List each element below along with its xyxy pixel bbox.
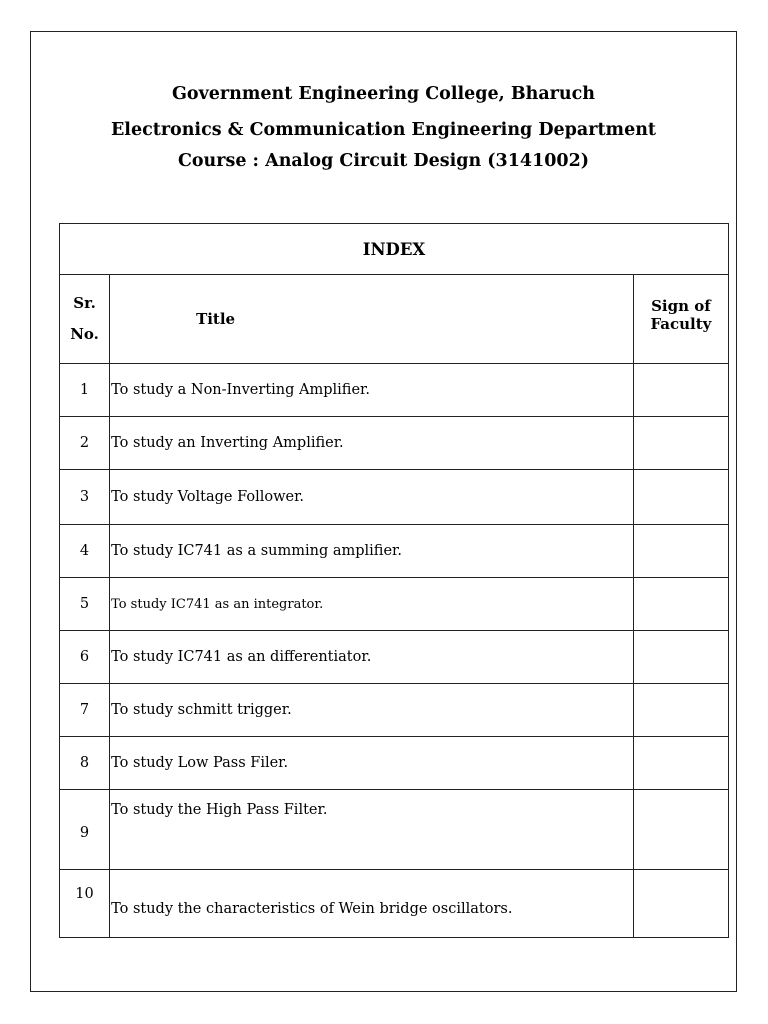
table-row [60,790,729,870]
sr-header-line1: Sr. [73,294,96,312]
sr-cell: 10 [60,870,110,938]
index-caption: INDEX [60,224,729,275]
sr-cell: 1 [60,364,110,417]
sr-cell: 5 [60,578,110,631]
title-cell: To study Low Pass Filer. [110,737,634,790]
sign-cell [633,737,728,790]
sr-no-header [60,275,110,364]
table-row [60,870,729,938]
sign-cell [633,417,728,470]
table-row [60,364,729,417]
title-cell: To study the High Pass Filter. [110,790,634,870]
table-row [60,631,729,684]
sign-header [633,275,728,364]
sr-cell: 7 [60,684,110,737]
sign-cell [633,578,728,631]
table-row [60,684,729,737]
sr-cell: 2 [60,417,110,470]
table-row [60,737,729,790]
title-cell: To study a Non-Inverting Amplifier. [110,364,634,417]
sign-cell [633,525,728,578]
sign-cell [633,631,728,684]
sr-cell: 3 [60,470,110,525]
sign-cell [633,790,728,870]
college-name: Government Engineering College, Bharuch [171,84,596,104]
table-row [60,417,729,470]
title-cell: To study an Inverting Amplifier. [110,417,634,470]
sr-header-line2: No. [70,325,99,343]
table-row [60,525,729,578]
index-table [59,223,729,938]
sign-cell [633,684,728,737]
course-title: Course : Analog Circuit Design (3141002) [177,151,590,171]
title-cell: To study Voltage Follower. [110,470,634,525]
title-cell: To study IC741 as an differentiator. [110,631,634,684]
sr-cell: 8 [60,737,110,790]
table-header-row [60,275,729,364]
sign-cell [633,870,728,938]
title-cell: To study IC741 as an integrator. [110,578,634,631]
sr-cell: 9 [60,790,110,870]
sr-cell: 4 [60,525,110,578]
table-row [60,578,729,631]
sign-cell [633,470,728,525]
sign-cell [633,364,728,417]
title-cell: To study IC741 as a summing amplifier. [110,525,634,578]
sign-header-line2: Faculty [650,315,712,333]
department-name: Electronics & Communication Engineering Department [110,120,657,140]
sr-cell: 6 [60,631,110,684]
sign-header-line1: Sign of [651,297,711,315]
title-cell: To study the characteristics of Wein bridge oscillators. [110,870,634,938]
title-header: Title [110,275,634,364]
table-row [60,470,729,525]
title-cell: To study schmitt trigger. [110,684,634,737]
